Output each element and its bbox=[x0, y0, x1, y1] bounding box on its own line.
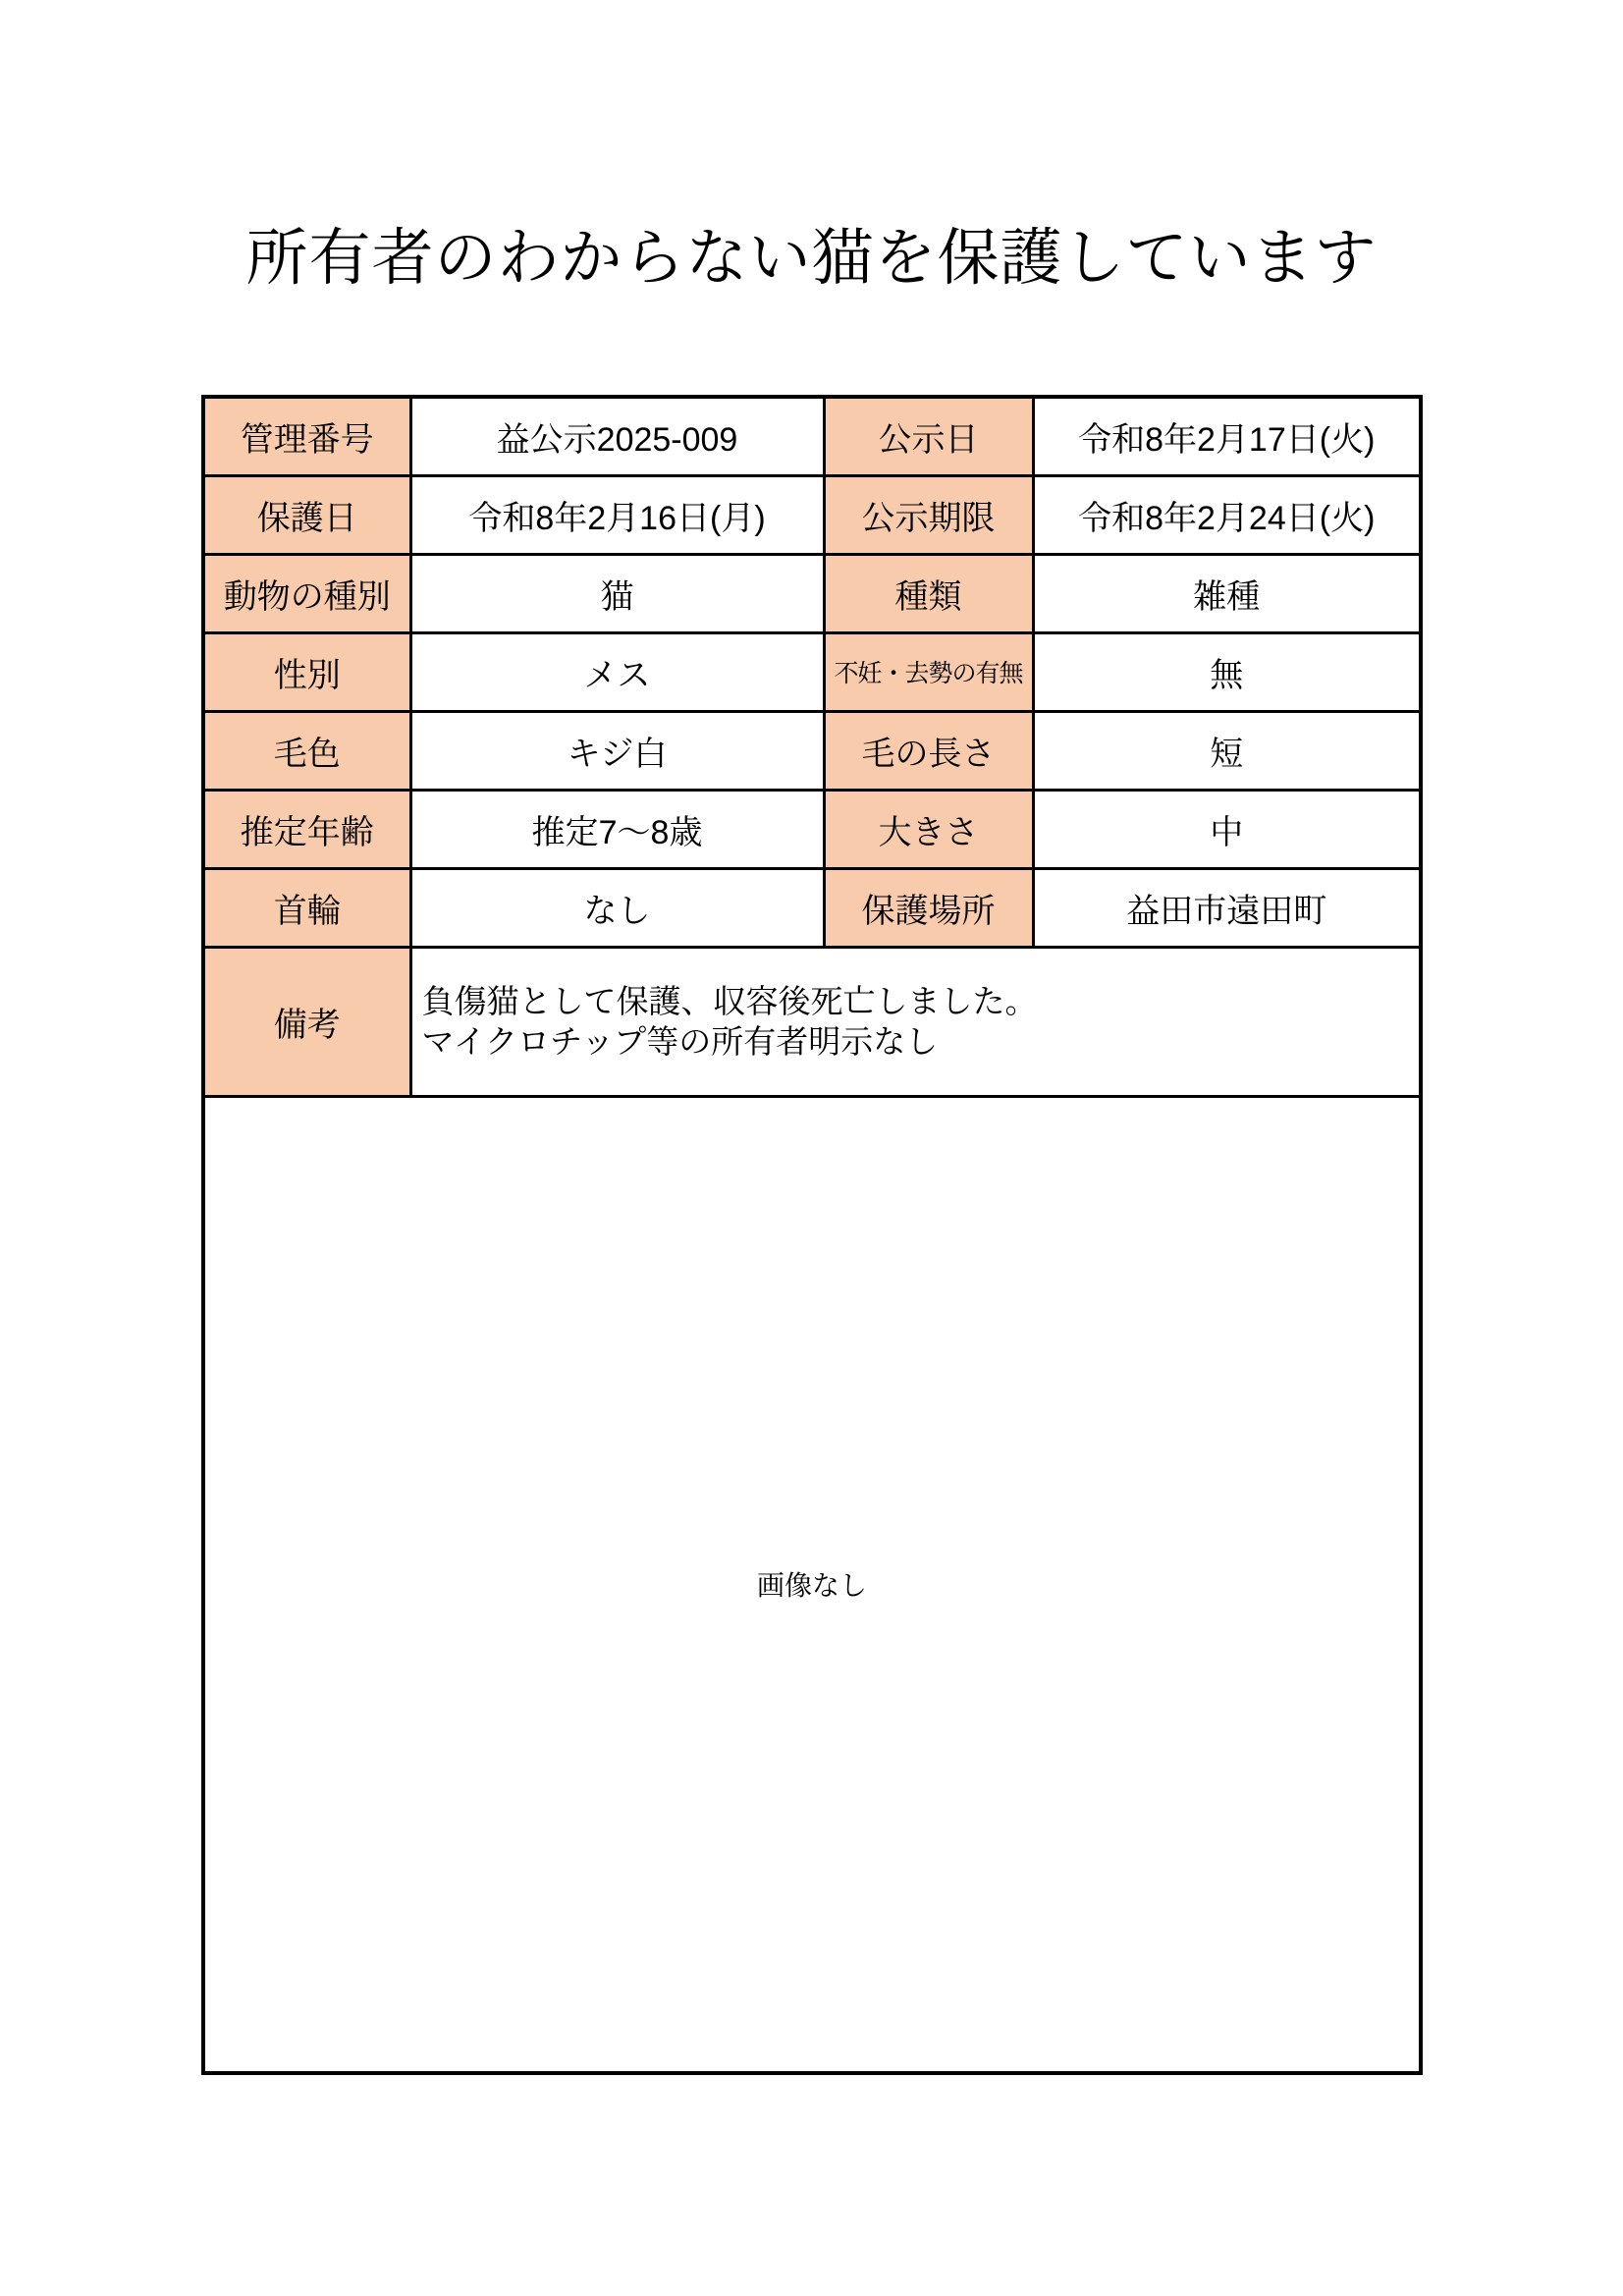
value-management-number: 益公示2025-009 bbox=[410, 397, 824, 475]
label-sex: 性別 bbox=[203, 632, 410, 711]
label-notice-deadline: 公示期限 bbox=[824, 475, 1033, 554]
table-row-estimated-age bbox=[203, 790, 1421, 868]
value-breed: 雑種 bbox=[1033, 554, 1421, 632]
value-notice-date: 令和8年2月17日(火) bbox=[1033, 397, 1421, 475]
value-notice-deadline: 令和8年2月24日(火) bbox=[1033, 475, 1421, 554]
value-protection-date: 令和8年2月16日(月) bbox=[410, 475, 824, 554]
table-row-image bbox=[203, 1096, 1421, 2073]
value-size: 中 bbox=[1033, 790, 1421, 868]
label-fur-length: 毛の長さ bbox=[824, 711, 1033, 790]
label-fur-color: 毛色 bbox=[203, 711, 410, 790]
image-area bbox=[203, 1096, 1421, 2073]
label-estimated-age: 推定年齢 bbox=[203, 790, 410, 868]
value-estimated-age: 推定7～8歳 bbox=[410, 790, 824, 868]
value-fur-color: キジ白 bbox=[410, 711, 824, 790]
label-spay-neuter: 不妊・去勢の有無 bbox=[824, 632, 1033, 711]
page-title: 所有者のわからない猫を保護しています bbox=[245, 224, 1378, 293]
table-row-collar bbox=[203, 868, 1421, 947]
remarks-line-1: 負傷猫として保護、収容後死亡しました。 bbox=[421, 982, 1038, 1019]
label-breed: 種類 bbox=[824, 554, 1033, 632]
table-row-remarks bbox=[203, 947, 1421, 1096]
value-fur-length: 短 bbox=[1033, 711, 1421, 790]
table-row-animal-type bbox=[203, 554, 1421, 632]
label-management-number: 管理番号 bbox=[203, 397, 410, 475]
label-protection-location: 保護場所 bbox=[824, 868, 1033, 947]
value-remarks bbox=[410, 947, 1421, 1096]
label-animal-type: 動物の種別 bbox=[203, 554, 410, 632]
remarks-line-2: マイクロチップ等の所有者明示なし bbox=[421, 1023, 939, 1060]
label-protection-date: 保護日 bbox=[203, 475, 410, 554]
value-collar: なし bbox=[410, 868, 824, 947]
value-protection-location: 益田市遠田町 bbox=[1033, 868, 1421, 947]
label-remarks: 備考 bbox=[203, 947, 410, 1096]
table-row-sex bbox=[203, 632, 1421, 711]
label-notice-date: 公示日 bbox=[824, 397, 1033, 475]
label-collar: 首輪 bbox=[203, 868, 410, 947]
table-row-protection-date bbox=[203, 475, 1421, 554]
label-size: 大きさ bbox=[824, 790, 1033, 868]
value-spay-neuter: 無 bbox=[1033, 632, 1421, 711]
value-animal-type: 猫 bbox=[410, 554, 824, 632]
cat-info-table bbox=[201, 395, 1423, 2075]
no-image-text: 画像なし bbox=[756, 1570, 867, 1602]
table-row-fur-color bbox=[203, 711, 1421, 790]
table-row-management-number bbox=[203, 397, 1421, 475]
value-sex: メス bbox=[410, 632, 824, 711]
